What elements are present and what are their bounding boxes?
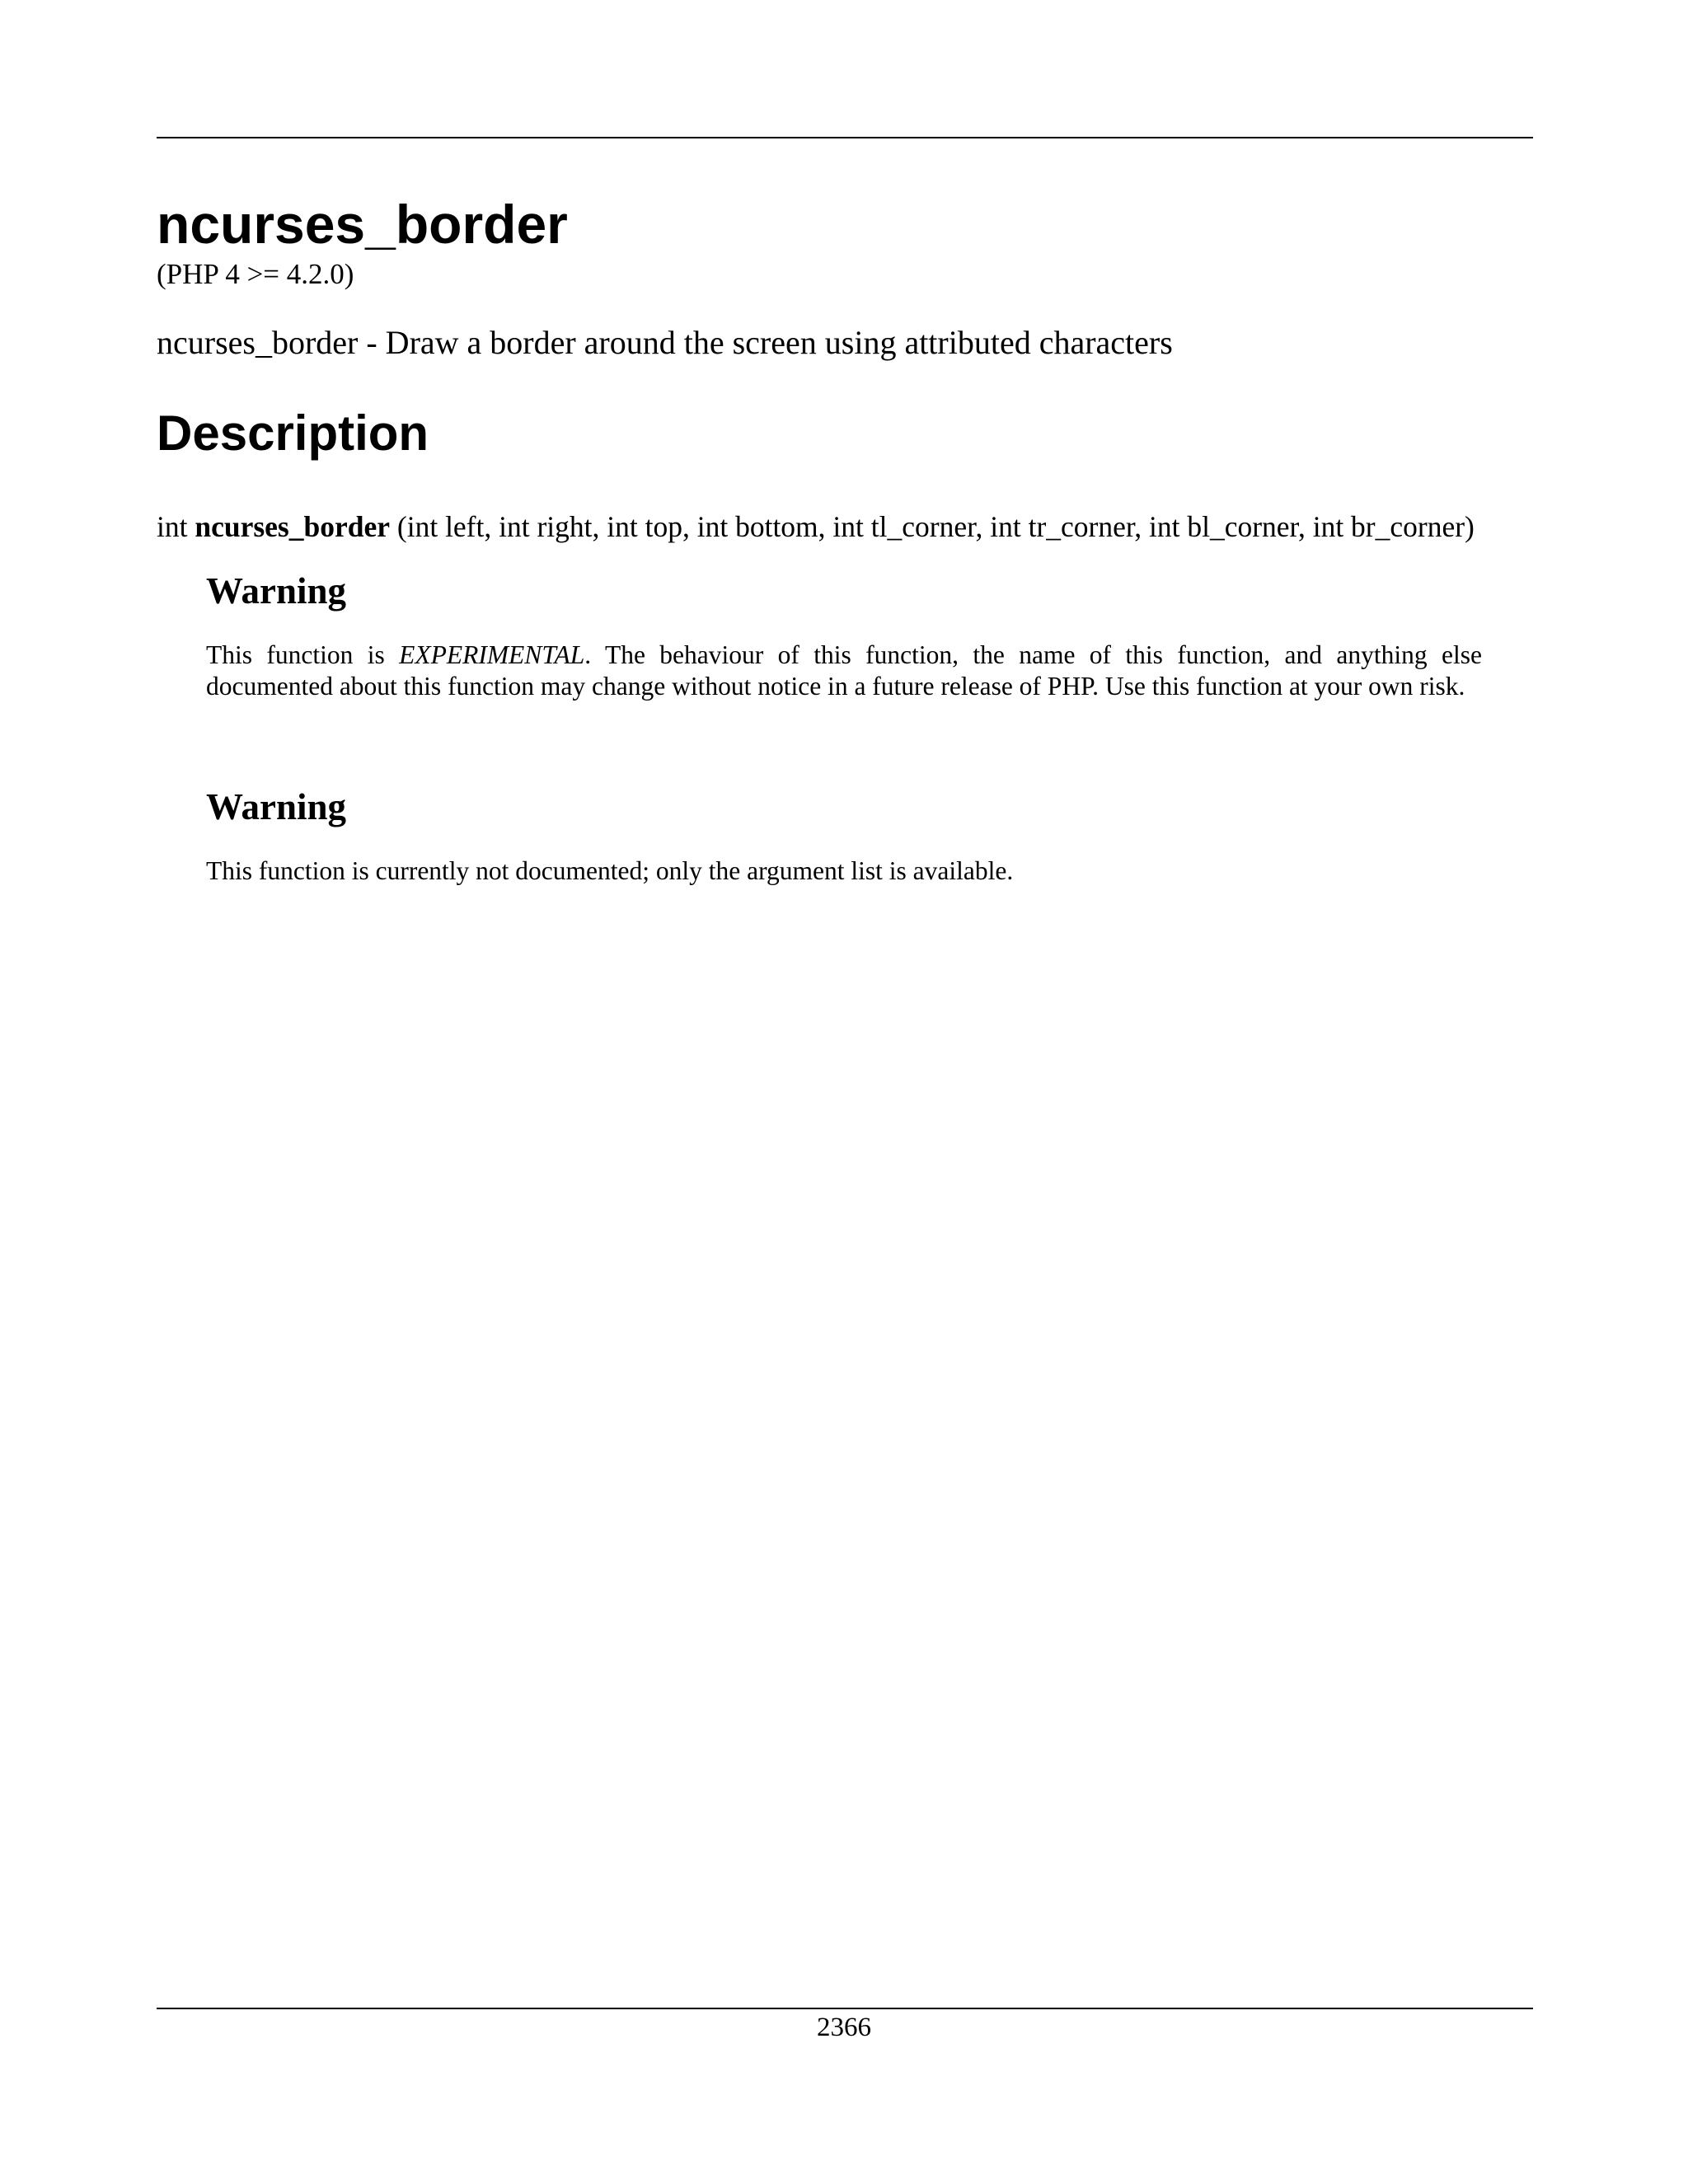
version-note: (PHP 4 >= 4.2.0) bbox=[157, 258, 354, 290]
warning-title-undocumented: Warning bbox=[206, 786, 347, 827]
synopsis-params: (int left, int right, int top, int bottom, int tl_corner, int tr_corner, int bl_corner, int br_corner) bbox=[390, 510, 1475, 543]
warning-emphasis: EXPERIMENTAL bbox=[399, 640, 585, 669]
warning-text-undocumented: This function is currently not documented; only the argument list is available. bbox=[206, 856, 1014, 885]
synopsis-function-name: ncurses_border bbox=[195, 510, 391, 543]
warning-title-experimental: Warning bbox=[206, 570, 347, 612]
warning-text-start: This function is bbox=[206, 640, 400, 669]
synopsis-return-type: int bbox=[157, 510, 195, 543]
page-number: 2366 bbox=[817, 2013, 871, 2042]
warning-text-experimental bbox=[206, 640, 1482, 701]
page-title: ncurses_border bbox=[157, 194, 568, 255]
footer-rule bbox=[157, 2008, 1533, 2009]
section-heading-description: Description bbox=[157, 405, 429, 461]
function-purpose: ncurses_border - Draw a border around the screen using attributed characters bbox=[157, 324, 1173, 361]
function-synopsis bbox=[157, 509, 1475, 545]
warning-text-end: . The behaviour of this function, the name of this function, and anything else documented about this function may change without notice in a future release of PHP. Use this function at your own risk. bbox=[206, 640, 1482, 701]
header-rule bbox=[157, 137, 1533, 138]
